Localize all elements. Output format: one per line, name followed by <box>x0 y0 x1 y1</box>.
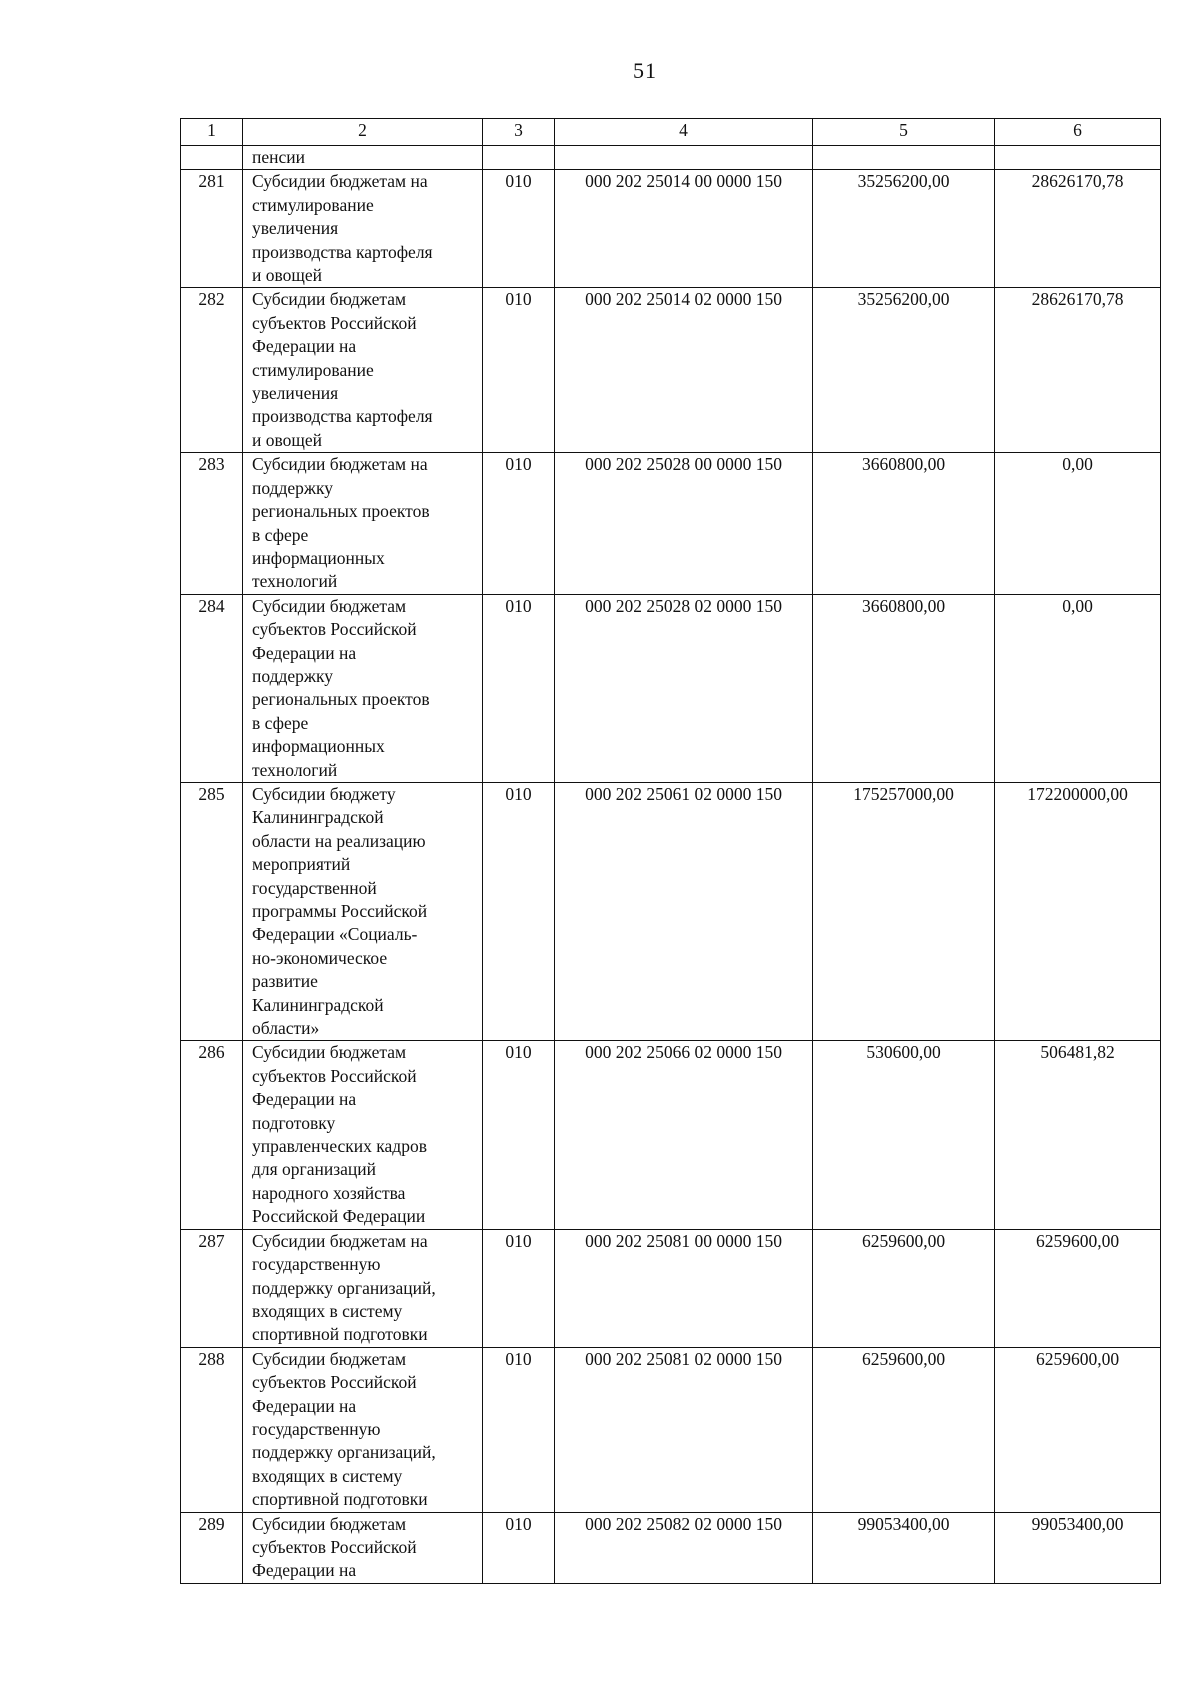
row-admin-code: 010 <box>483 1512 555 1583</box>
continuation-admin <box>483 146 555 170</box>
row-actual-amount: 28626170,78 <box>995 288 1161 453</box>
row-name-line: субъектов Российской <box>252 1536 417 1557</box>
table-row <box>181 1041 1161 1229</box>
row-budget-code: 000 202 25014 02 0000 150 <box>555 288 813 453</box>
row-name-line: государственную <box>252 1254 381 1275</box>
header-row <box>181 119 1161 146</box>
row-name-line: спортивной подготовки <box>252 1324 428 1345</box>
row-name <box>243 1347 483 1512</box>
row-name-line: Федерации на <box>252 642 357 663</box>
row-name-line: народного хозяйства <box>252 1182 406 1203</box>
row-name-line: технологий <box>252 571 338 592</box>
continuation-plan <box>813 146 995 170</box>
row-name-line: развитие <box>252 971 318 992</box>
row-plan-amount: 6259600,00 <box>813 1229 995 1347</box>
table-row <box>181 1229 1161 1347</box>
row-plan-amount: 35256200,00 <box>813 170 995 288</box>
row-name-line: государственную <box>252 1418 381 1439</box>
table-row <box>181 170 1161 288</box>
continuation-code <box>555 146 813 170</box>
row-name-line: поддержку организаций, <box>252 1277 436 1298</box>
row-name-line: но-экономическое <box>252 947 388 968</box>
budget-table <box>180 118 1161 1584</box>
row-name-line: Субсидии бюджетам <box>252 1513 407 1534</box>
row-plan-amount: 6259600,00 <box>813 1347 995 1512</box>
row-plan-amount: 3660800,00 <box>813 453 995 594</box>
row-name-line: субъектов Российской <box>252 1065 417 1086</box>
row-name-line: Федерации «Социаль- <box>252 924 418 945</box>
row-actual-amount: 6259600,00 <box>995 1347 1161 1512</box>
row-plan-amount: 3660800,00 <box>813 594 995 782</box>
row-admin-code: 010 <box>483 782 555 1040</box>
table-row <box>181 453 1161 594</box>
row-name-line: информационных <box>252 736 385 757</box>
row-name-line: и овощей <box>252 265 322 286</box>
row-name-line: Федерации на <box>252 336 357 357</box>
table-row <box>181 288 1161 453</box>
row-name-line: в сфере <box>252 524 309 545</box>
row-admin-code: 010 <box>483 1229 555 1347</box>
row-number: 288 <box>181 1347 243 1512</box>
row-name-line: поддержку <box>252 665 334 686</box>
header-col-4: 4 <box>555 119 813 146</box>
row-name <box>243 1041 483 1229</box>
row-name-line: технологий <box>252 759 338 780</box>
row-name-line: Субсидии бюджетам <box>252 1348 407 1369</box>
row-name-line: поддержку <box>252 477 334 498</box>
row-plan-amount: 530600,00 <box>813 1041 995 1229</box>
continuation-row <box>181 146 1161 170</box>
row-plan-amount: 175257000,00 <box>813 782 995 1040</box>
row-number: 289 <box>181 1512 243 1583</box>
row-name-line: спортивной подготовки <box>252 1489 428 1510</box>
row-number: 281 <box>181 170 243 288</box>
row-name-line: увеличения <box>252 218 339 239</box>
row-name-line: подготовку <box>252 1112 336 1133</box>
row-name-line: производства картофеля <box>252 406 433 427</box>
row-name-line: субъектов Российской <box>252 1372 417 1393</box>
row-name <box>243 170 483 288</box>
row-name-line: входящих в систему <box>252 1300 403 1321</box>
page-number: 51 <box>633 58 657 83</box>
table-row <box>181 1347 1161 1512</box>
row-budget-code: 000 202 25081 02 0000 150 <box>555 1347 813 1512</box>
row-name-line: области на реализацию <box>252 830 426 851</box>
row-name-line: для организаций <box>252 1159 377 1180</box>
row-admin-code: 010 <box>483 594 555 782</box>
row-name-line: Субсидии бюджетам на <box>252 1230 428 1251</box>
row-budget-code: 000 202 25028 02 0000 150 <box>555 594 813 782</box>
row-name-line: программы Российской <box>252 901 428 921</box>
row-name <box>243 1512 483 1583</box>
row-name-line: стимулирование <box>252 194 374 215</box>
row-name-line: Субсидии бюджетам <box>252 289 407 310</box>
header-col-2: 2 <box>243 119 483 146</box>
header-col-6: 6 <box>995 119 1161 146</box>
row-name-line: стимулирование <box>252 359 374 380</box>
row-name-line: управленческих кадров <box>252 1136 427 1157</box>
row-name <box>243 288 483 453</box>
row-name-line: поддержку организаций, <box>252 1442 436 1463</box>
table-row <box>181 1512 1161 1583</box>
row-admin-code: 010 <box>483 1041 555 1229</box>
row-name-line: входящих в систему <box>252 1465 403 1486</box>
row-budget-code: 000 202 25028 00 0000 150 <box>555 453 813 594</box>
row-admin-code: 010 <box>483 1347 555 1512</box>
row-name <box>243 453 483 594</box>
row-name <box>243 782 483 1040</box>
row-name-line: Субсидии бюджетам <box>252 595 407 616</box>
row-name-line: информационных <box>252 547 385 568</box>
row-name-line: производства картофеля <box>252 241 433 262</box>
continuation-num <box>181 146 243 170</box>
row-budget-code: 000 202 25061 02 0000 150 <box>555 782 813 1040</box>
row-number: 287 <box>181 1229 243 1347</box>
row-name-line: Субсидии бюджету <box>252 783 396 804</box>
row-number: 283 <box>181 453 243 594</box>
row-name-line: мероприятий <box>252 854 351 875</box>
row-admin-code: 010 <box>483 453 555 594</box>
row-name-line: Субсидии бюджетам на <box>252 454 428 475</box>
row-actual-amount: 28626170,78 <box>995 170 1161 288</box>
continuation-text: пенсии <box>243 146 483 170</box>
row-number: 284 <box>181 594 243 782</box>
row-budget-code: 000 202 25082 02 0000 150 <box>555 1512 813 1583</box>
row-actual-amount: 99053400,00 <box>995 1512 1161 1583</box>
row-name-line: региональных проектов <box>252 689 430 710</box>
table-row <box>181 782 1161 1040</box>
header-col-5: 5 <box>813 119 995 146</box>
row-name-line: Субсидии бюджетам <box>252 1042 407 1063</box>
row-name-line: области» <box>252 1018 320 1039</box>
row-name-line: увеличения <box>252 383 339 404</box>
row-number: 285 <box>181 782 243 1040</box>
row-name-line: субъектов Российской <box>252 619 417 640</box>
row-actual-amount: 506481,82 <box>995 1041 1161 1229</box>
row-name-line: Калининградской <box>252 807 384 828</box>
row-name-line: Российской Федерации <box>252 1206 426 1227</box>
row-name-line: Федерации на <box>252 1560 357 1581</box>
row-budget-code: 000 202 25066 02 0000 150 <box>555 1041 813 1229</box>
row-name-line: в сфере <box>252 712 309 733</box>
row-actual-amount: 0,00 <box>995 594 1161 782</box>
row-admin-code: 010 <box>483 288 555 453</box>
row-name-line: субъектов Российской <box>252 312 417 333</box>
row-name <box>243 594 483 782</box>
table-row <box>181 594 1161 782</box>
row-budget-code: 000 202 25014 00 0000 150 <box>555 170 813 288</box>
row-name-line: Федерации на <box>252 1395 357 1416</box>
row-actual-amount: 0,00 <box>995 453 1161 594</box>
row-name-line: Субсидии бюджетам на <box>252 171 428 192</box>
row-name-line: Федерации на <box>252 1089 357 1110</box>
row-name-line: Калининградской <box>252 994 384 1015</box>
header-col-3: 3 <box>483 119 555 146</box>
row-plan-amount: 99053400,00 <box>813 1512 995 1583</box>
row-actual-amount: 6259600,00 <box>995 1229 1161 1347</box>
header-col-1: 1 <box>181 119 243 146</box>
continuation-actual <box>995 146 1161 170</box>
row-admin-code: 010 <box>483 170 555 288</box>
row-budget-code: 000 202 25081 00 0000 150 <box>555 1229 813 1347</box>
row-plan-amount: 35256200,00 <box>813 288 995 453</box>
row-name-line: региональных проектов <box>252 501 430 522</box>
row-actual-amount: 172200000,00 <box>995 782 1161 1040</box>
row-name <box>243 1229 483 1347</box>
row-number: 286 <box>181 1041 243 1229</box>
row-name-line: государственной <box>252 877 377 898</box>
row-name-line: и овощей <box>252 429 322 450</box>
row-number: 282 <box>181 288 243 453</box>
